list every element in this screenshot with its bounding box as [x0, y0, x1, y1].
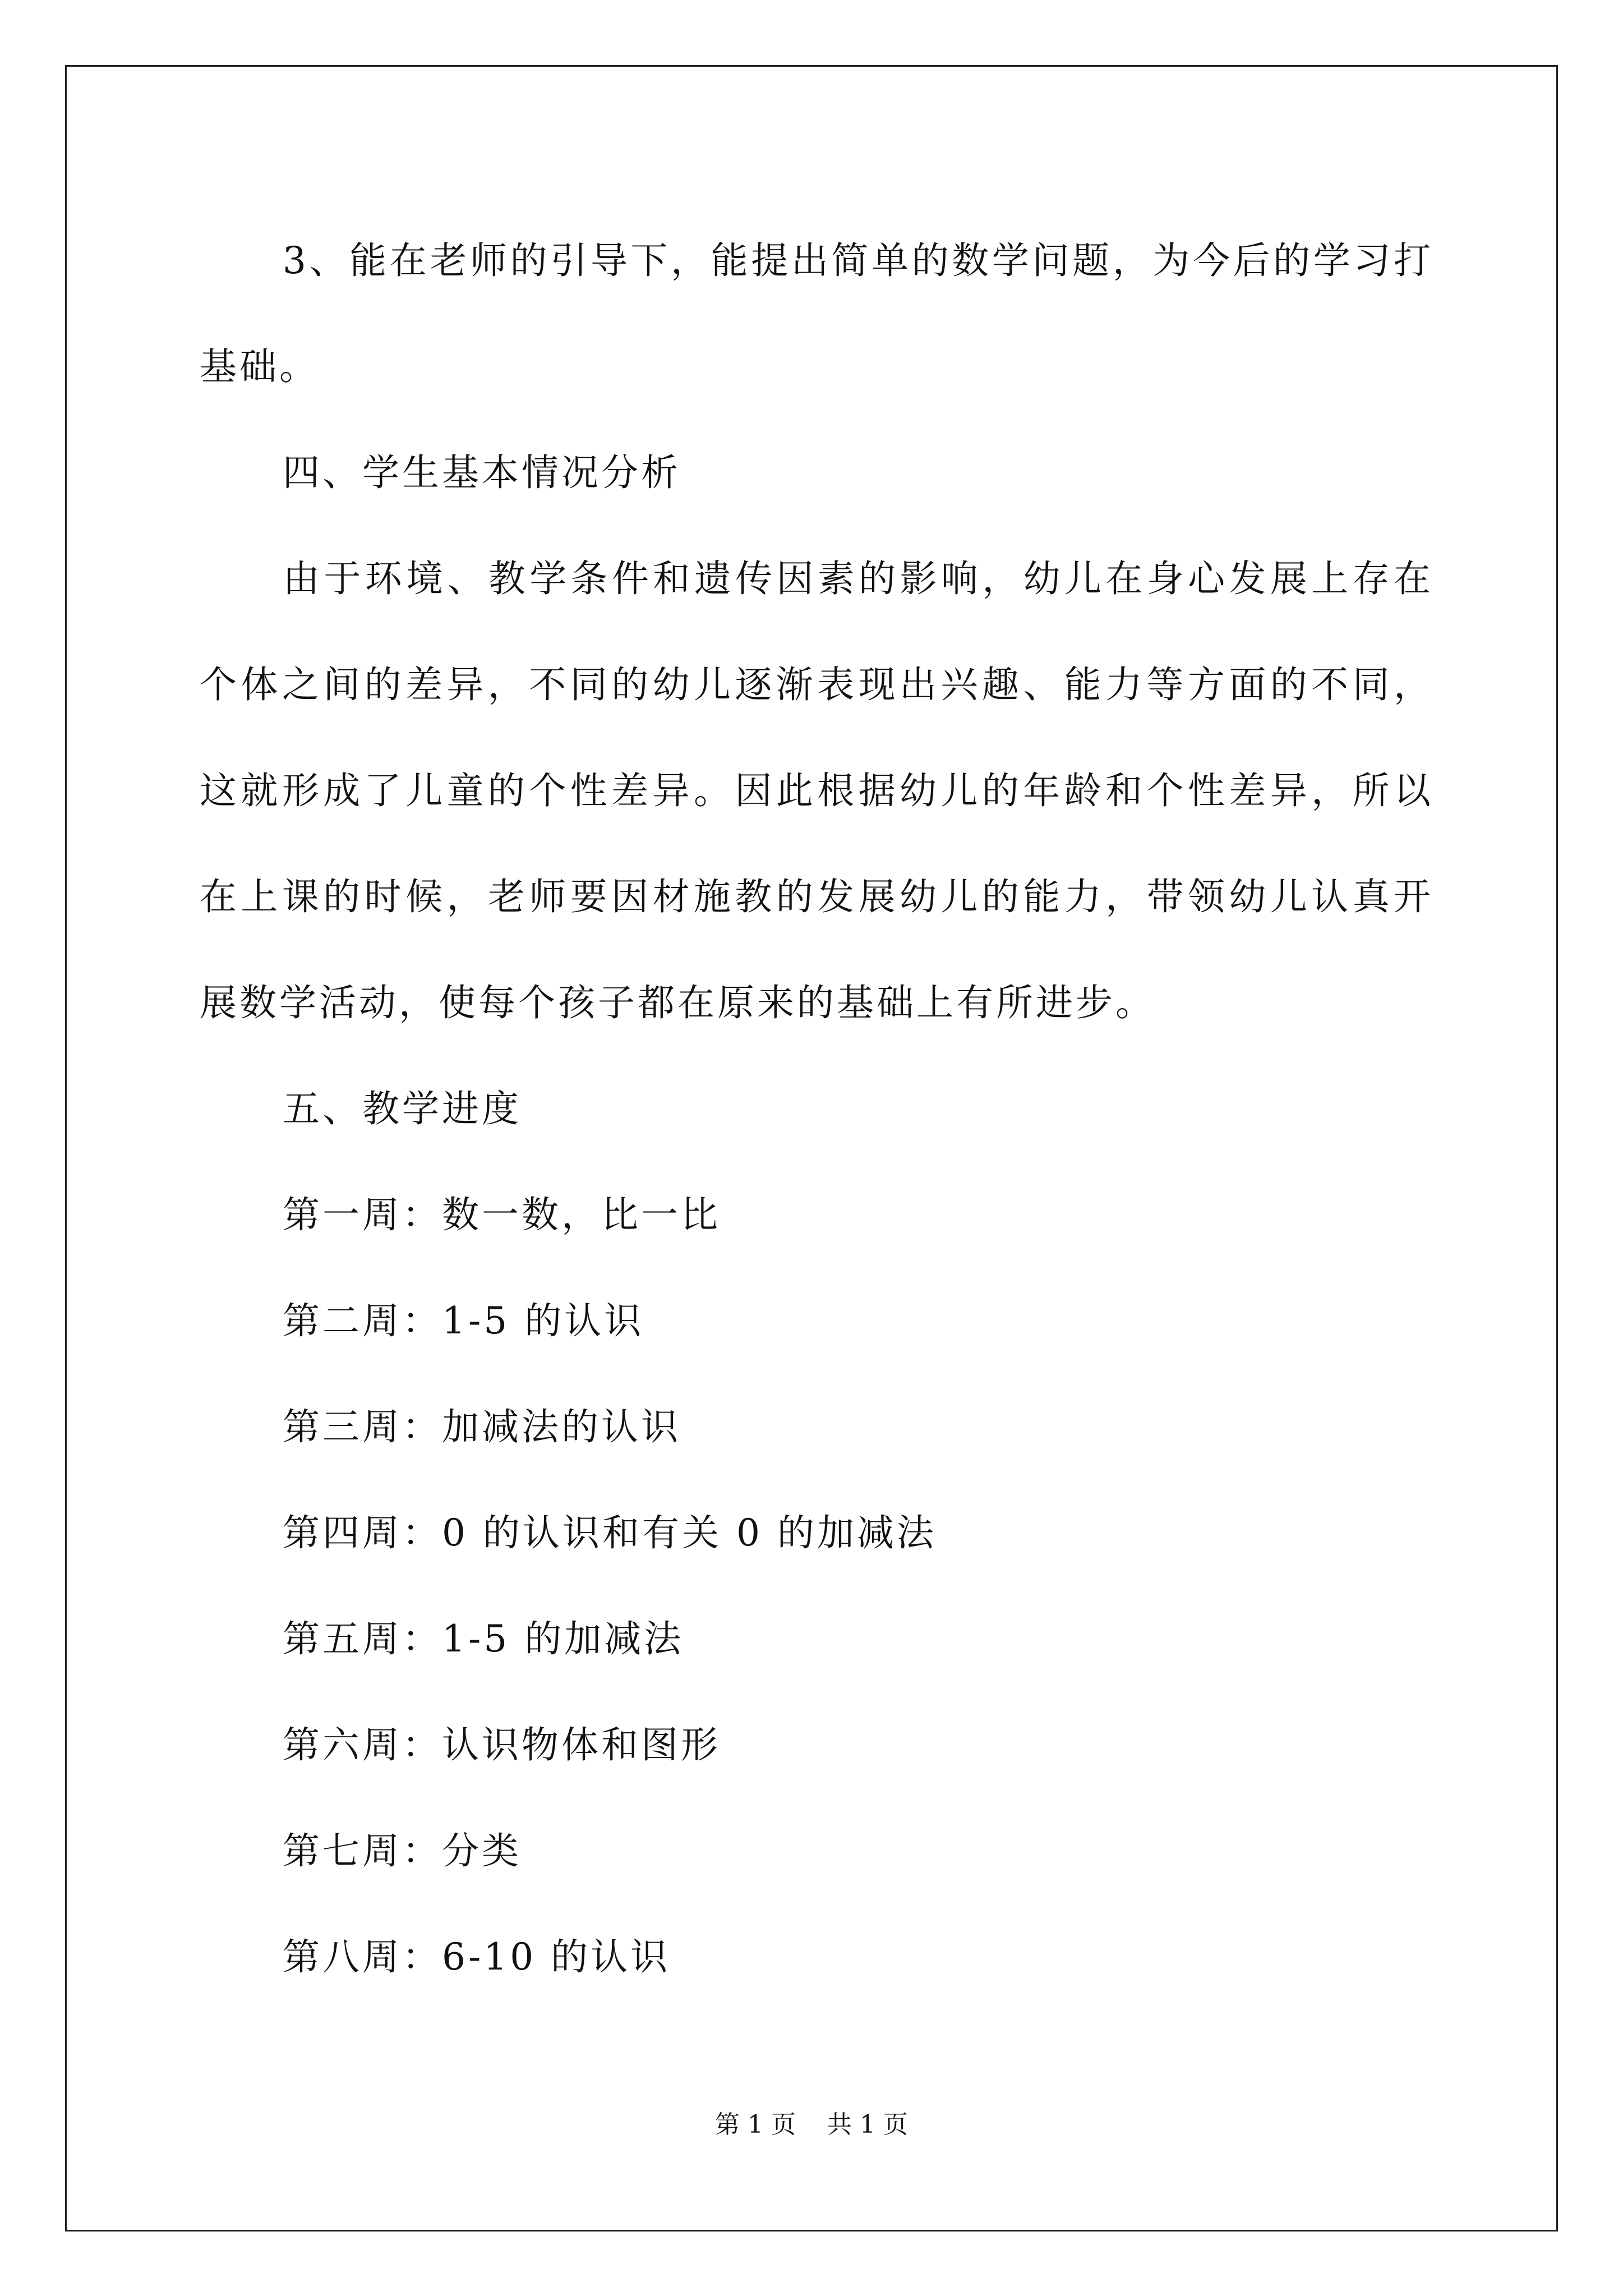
schedule-week-1: 第一周：数一数，比一比 [283, 1193, 721, 1236]
section-heading-teaching-progress: 五、教学进度 [283, 1087, 522, 1130]
schedule-week-8: 第八周：6-10 的认识 [283, 1935, 671, 1978]
schedule-week-3: 第三周：加减法的认识 [283, 1405, 681, 1448]
schedule-week-4: 第四周：0 的认识和有关 0 的加减法 [283, 1511, 937, 1554]
schedule-week-6: 第六周：认识物体和图形 [283, 1723, 721, 1766]
page-number-footer: 第 1 页 共 1 页 [715, 2110, 908, 2139]
schedule-week-7: 第七周：分类 [283, 1829, 522, 1872]
document-body [200, 208, 1433, 2010]
schedule-week-5: 第五周：1-5 的加减法 [283, 1617, 684, 1660]
schedule-week-2: 第二周：1-5 的认识 [283, 1299, 644, 1342]
section-heading-student-analysis: 四、学生基本情况分析 [283, 451, 681, 494]
paragraph-goal-3: 3、能在老师的引导下，能提出简单的数学问题，为今后的学习打基础。 [200, 239, 1433, 388]
paragraph-student-analysis: 由于环境、教学条件和遗传因素的影响，幼儿在身心发展上存在个体之间的差异，不同的幼儿逐渐表现出兴趣、能力等方面的不同，这就形成了儿童的个性差异。因此根据幼儿的年龄和个性差异，所以在上课的时候，老师要因材施教的发展幼儿的能力，带领幼儿认真开展数学活动，使每个孩子都在原来的基础上有所进步。 [200, 557, 1433, 1024]
